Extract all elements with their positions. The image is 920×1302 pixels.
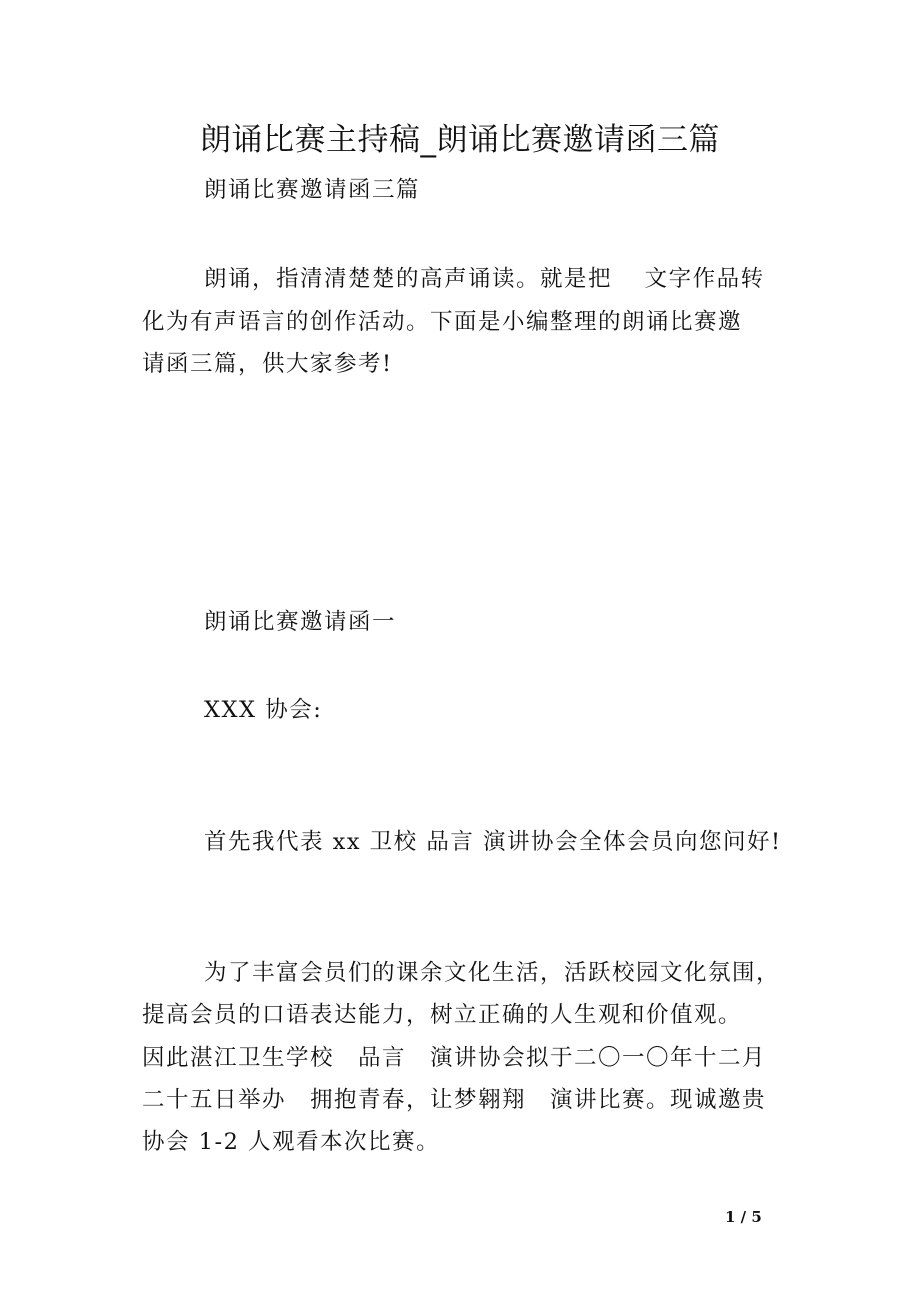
greeting-line: 首先我代表 xx 卫校 品言 演讲协会全体会员向您问好! <box>204 829 782 855</box>
body-line-3: 因此湛江卫生学校 品言 演讲协会拟于二〇一〇年十二月 <box>142 1045 767 1071</box>
intro-line-1: 朗诵，指清清楚楚的高声诵读。就是把 文字作品转 <box>204 266 765 292</box>
section-heading: 朗诵比赛邀请函一 <box>204 609 397 635</box>
intro-line-2: 化为有声语言的创作活动。下面是小编整理的朗诵比赛邀 <box>142 309 743 335</box>
document-title: 朗诵比赛主持稿_朗诵比赛邀请函三篇 <box>200 122 720 158</box>
page-number: 1 / 5 <box>725 1208 762 1226</box>
body-line-4: 二十五日举办 拥抱青春，让梦翱翔 演讲比赛。现诚邀贵 <box>142 1087 767 1113</box>
intro-line-3: 请函三篇，供大家参考! <box>142 351 393 377</box>
salutation: XXX 协会: <box>204 697 323 723</box>
subtitle: 朗诵比赛邀请函三篇 <box>204 177 421 203</box>
body-line-1: 为了丰富会员们的课余文化生活，活跃校园文化氛围， <box>204 960 781 986</box>
body-line-2: 提高会员的口语表达能力，树立正确的人生观和价值观。 <box>142 1002 743 1028</box>
body-line-5: 协会 1-2 人观看本次比赛。 <box>142 1129 441 1155</box>
